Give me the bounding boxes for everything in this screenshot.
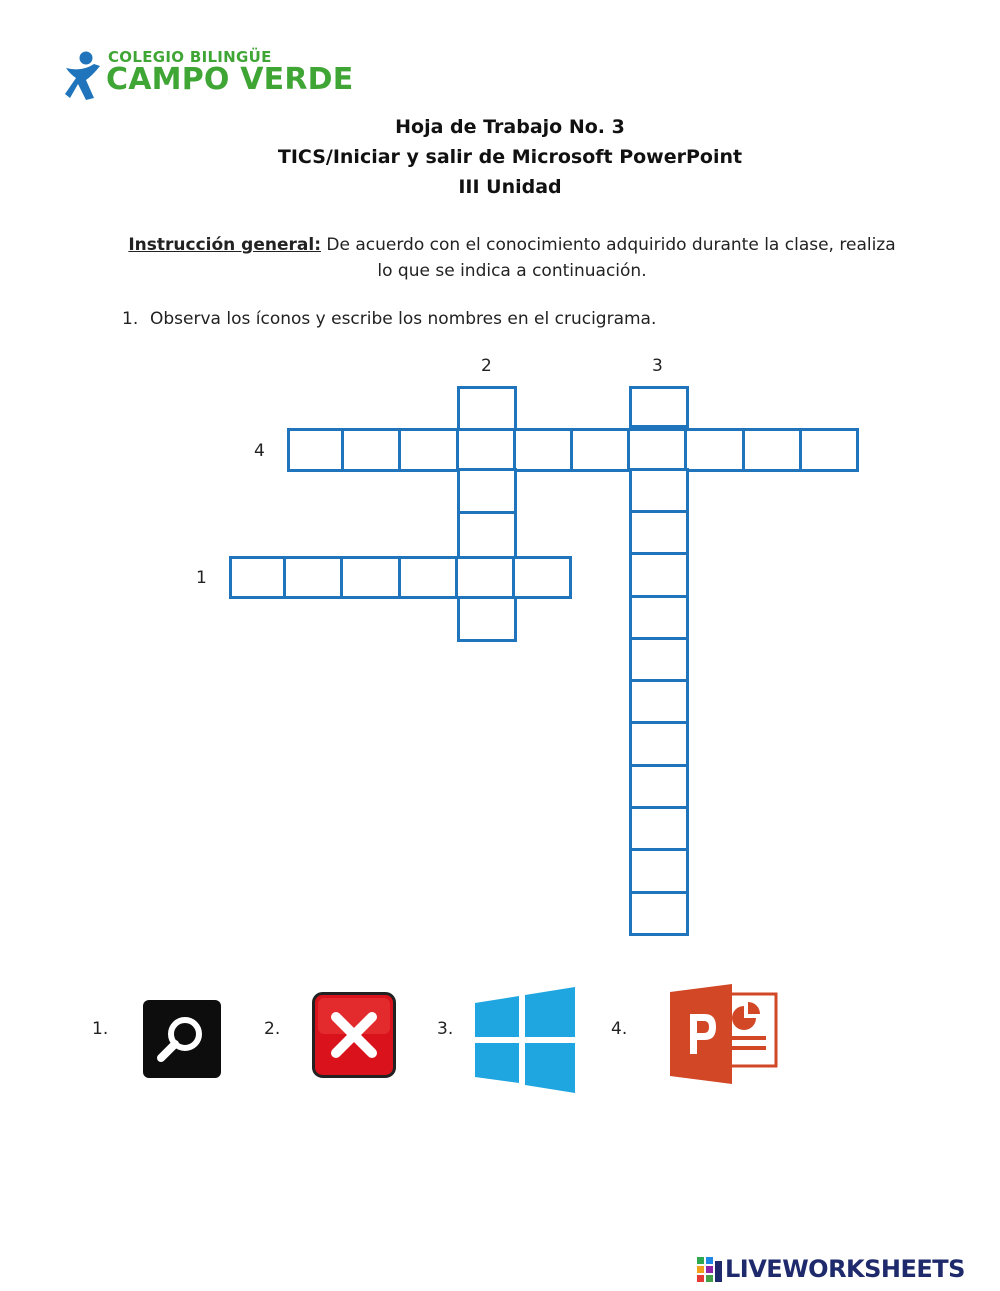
icon-number-1: 1.	[92, 1019, 109, 1039]
cell-3-down-9[interactable]	[629, 721, 689, 766]
question-text: Observa los íconos y escribe los nombres en el crucigrama.	[150, 309, 657, 329]
cell-3-down-1[interactable]	[629, 386, 689, 428]
windows-icon	[473, 985, 577, 1099]
cell-3-down-4[interactable]	[629, 510, 689, 555]
cell-4-across-9[interactable]	[742, 428, 802, 472]
icon-number-2: 2.	[264, 1019, 281, 1039]
cell-3-down-7[interactable]	[629, 637, 689, 682]
icon-number-4: 4.	[611, 1019, 628, 1039]
worksheet-title: Hoja de Trabajo No. 3	[395, 116, 625, 138]
liveworksheets-brand	[697, 1255, 997, 1285]
cell-4-across-6[interactable]	[570, 428, 630, 472]
cell-3-down-13[interactable]	[629, 891, 689, 936]
cell-2-down-6[interactable]	[457, 596, 517, 642]
powerpoint-icon	[670, 984, 778, 1088]
cell-1-across-6[interactable]	[512, 556, 572, 599]
clue-number-4: 4	[254, 441, 265, 461]
icon-number-3: 3.	[437, 1019, 454, 1039]
cell-4-across-4[interactable]	[456, 428, 516, 472]
cell-3-down-10[interactable]	[629, 764, 689, 809]
cell-3-down-6[interactable]	[629, 595, 689, 640]
cell-3-down-12[interactable]	[629, 848, 689, 893]
cell-1-across-2[interactable]	[283, 556, 343, 599]
close-icon	[312, 992, 396, 1082]
question-number: 1.	[122, 309, 139, 329]
cell-4-across-5[interactable]	[513, 428, 573, 472]
cell-2-down-4[interactable]	[457, 511, 517, 559]
cell-1-across-1[interactable]	[229, 556, 286, 599]
cell-3-down-5[interactable]	[629, 552, 689, 597]
liveworksheets-logo-icon	[697, 1257, 723, 1283]
cell-4-across-2[interactable]	[341, 428, 401, 472]
cell-2-down-1[interactable]	[457, 386, 517, 431]
logo-line-2: CAMPO VERDE	[106, 62, 354, 97]
cell-3-down-11[interactable]	[629, 806, 689, 851]
liveworksheets-text: LIVEWORKSHEETS	[725, 1255, 965, 1283]
cell-1-across-3[interactable]	[340, 556, 400, 599]
cell-2-down-3[interactable]	[457, 468, 517, 516]
cell-4-across-3[interactable]	[398, 428, 458, 472]
cell-1-across-5[interactable]	[455, 556, 515, 599]
cell-4-across-7[interactable]	[627, 428, 687, 472]
instruction-text: De acuerdo con el conocimiento adquirido durante la clase, realiza lo que se indica a continuación.	[321, 235, 896, 281]
cell-3-down-3[interactable]	[629, 468, 689, 513]
cell-4-across-8[interactable]	[684, 428, 744, 472]
cell-3-down-8[interactable]	[629, 679, 689, 724]
worksheet-unit: III Unidad	[458, 176, 562, 198]
clue-number-1: 1	[196, 568, 207, 588]
search-icon	[142, 999, 222, 1083]
worksheet-subtitle: TICS/Iniciar y salir de Microsoft PowerPoint	[277, 146, 743, 168]
cell-4-across-10[interactable]	[799, 428, 859, 472]
cell-4-across-1[interactable]	[287, 428, 344, 472]
clue-number-2: 2	[481, 356, 492, 376]
cell-1-across-4[interactable]	[398, 556, 458, 599]
clue-number-3: 3	[652, 356, 663, 376]
instruction-label: Instrucción general:	[128, 235, 321, 255]
logo-line-1: COLEGIO BILINGÜE	[108, 48, 272, 66]
